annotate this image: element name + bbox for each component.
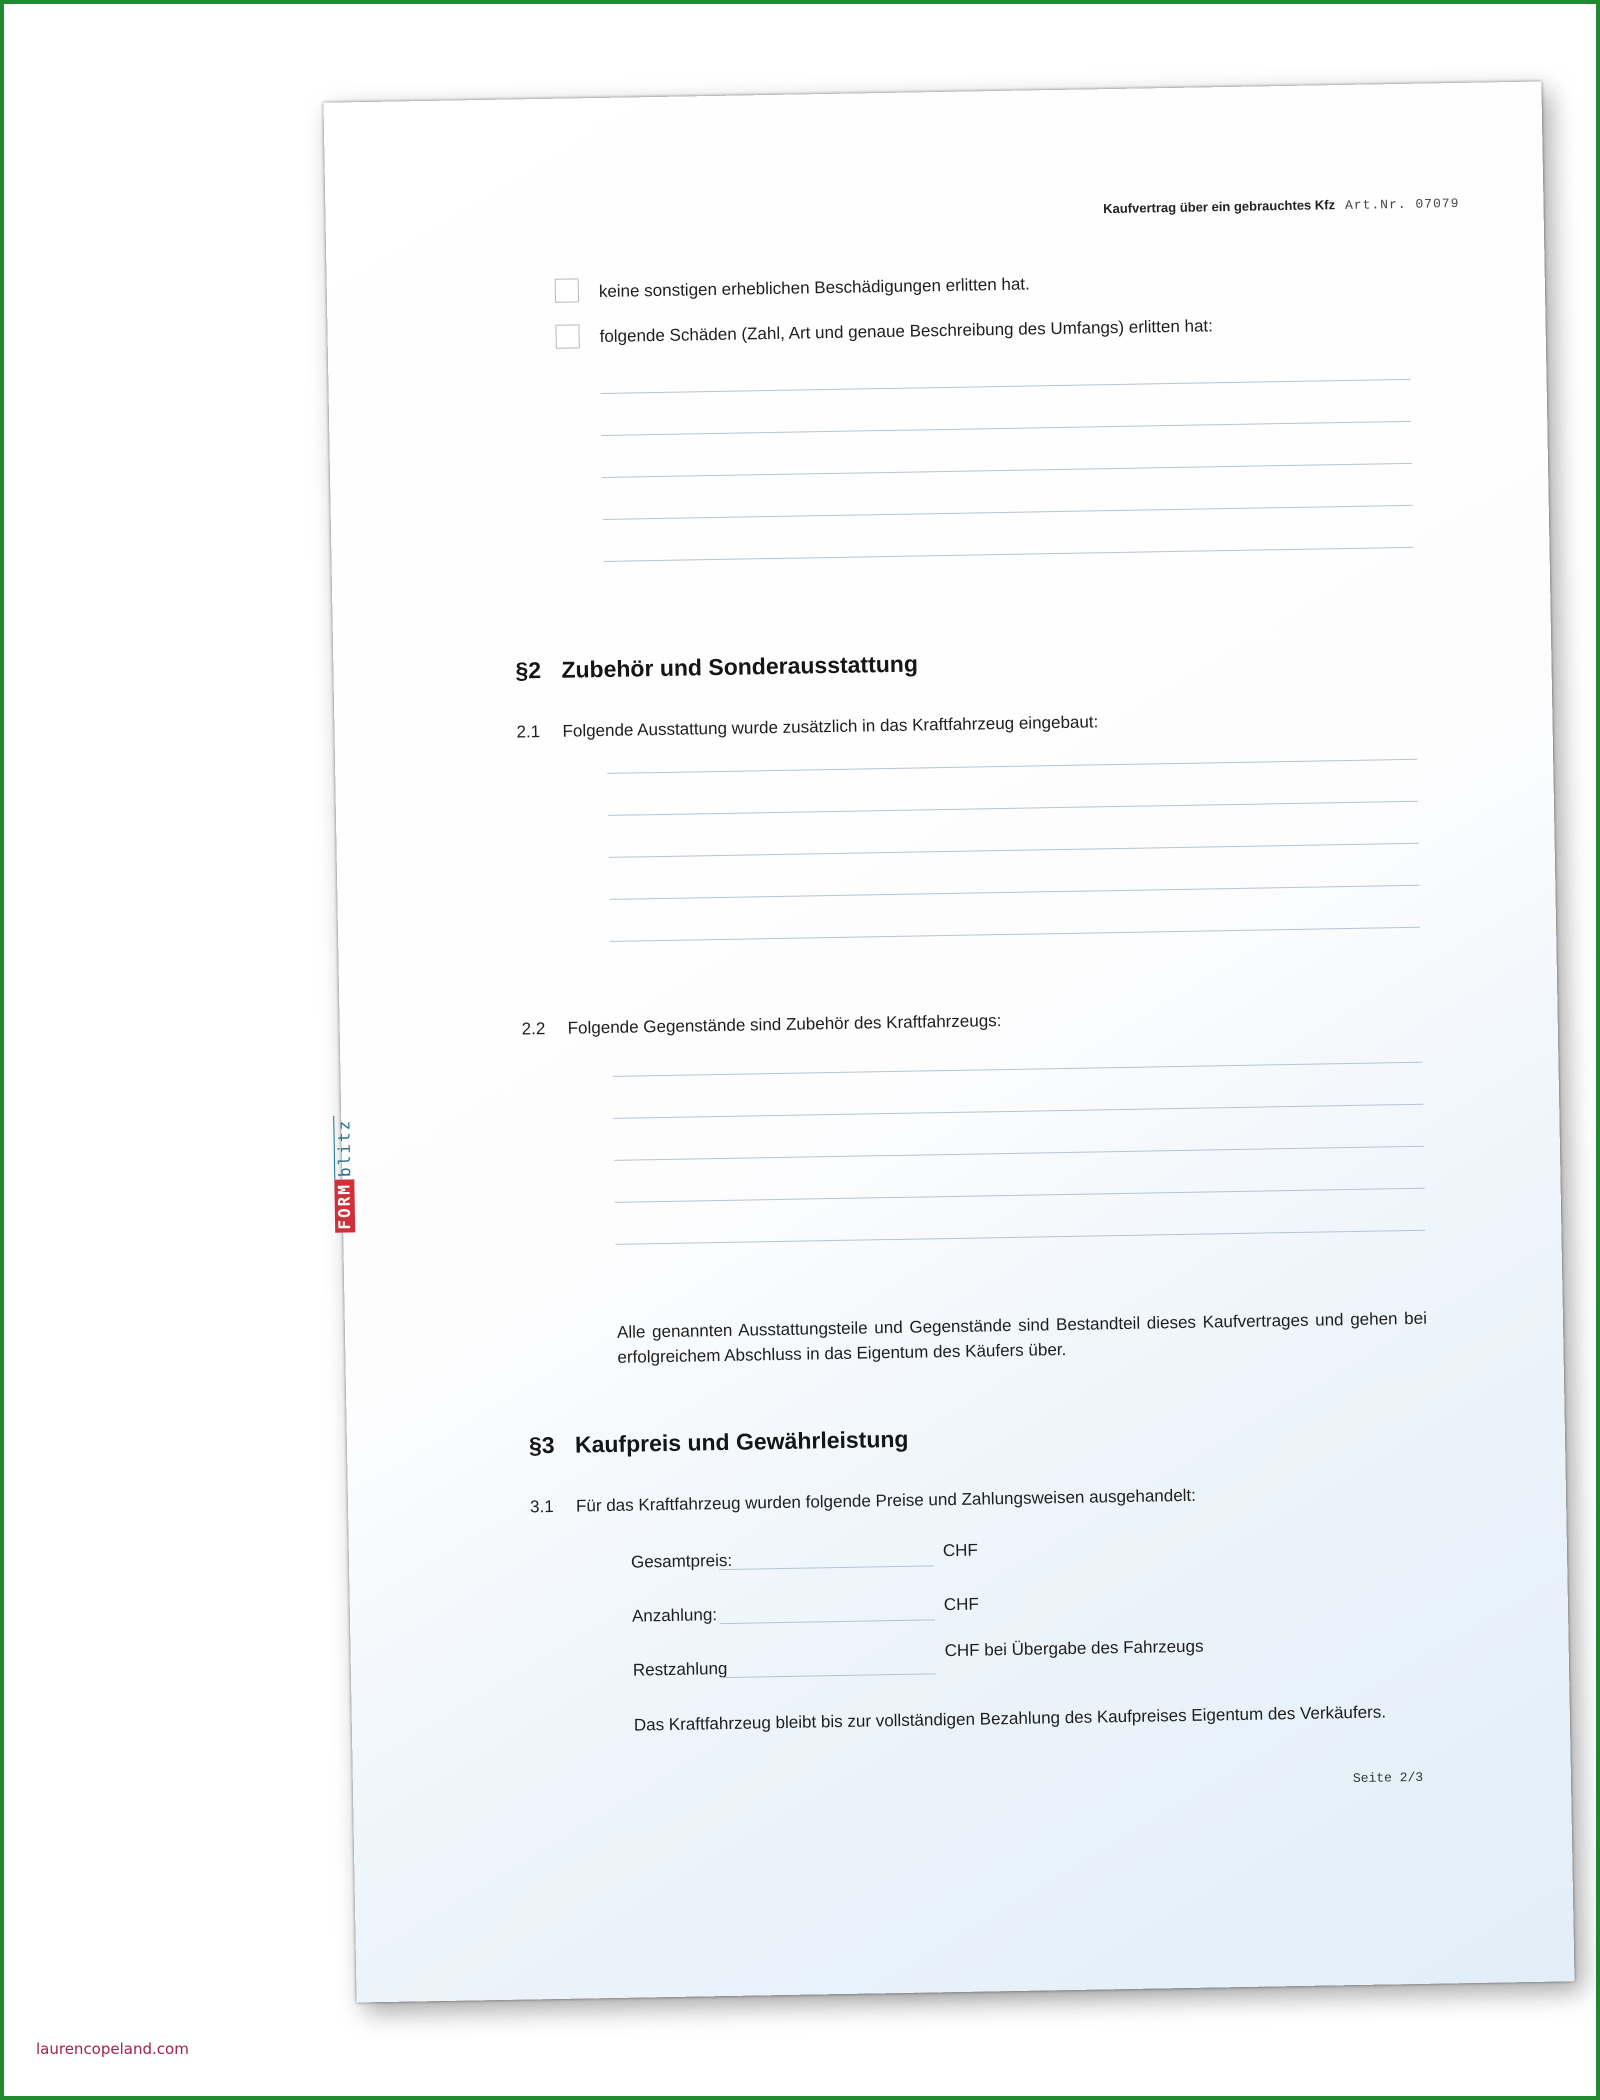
total-price-input[interactable] [719,1565,934,1570]
section-3-title: Kaufpreis und Gewährleistung [574,1425,909,1458]
accessory-line[interactable] [615,1188,1425,1203]
section-2-number: §2 [515,657,542,684]
remaining-payment-input[interactable] [721,1673,936,1678]
page-number: Seite 2/3 [1352,1769,1424,1787]
document-page [324,82,1575,2003]
section-2-heading [515,650,918,684]
logo-form-part: FORM [334,1180,355,1233]
damage-line[interactable] [604,547,1414,562]
damage-line[interactable] [602,463,1412,478]
section-2-title: Zubehör und Sonderausstattung [561,650,919,683]
remaining-payment-label: Restzahlung [632,1658,728,1680]
equipment-line[interactable] [609,885,1419,900]
accessory-line[interactable] [613,1104,1423,1119]
damage-line[interactable] [603,505,1413,520]
section-3-note: Das Kraftfahrzeug bleibt bis zur vollständigen Bezahlung des Kaufpreises Eigentum des Verkäufers. [633,1702,1387,1735]
checkbox-damage-label: folgende Schäden (Zahl, Art und genaue Beschreibung des Umfangs) erlitten hat: [599,316,1214,346]
down-payment-input[interactable] [720,1619,935,1624]
article-number: Art.Nr. 07079 [1344,195,1460,213]
checkbox-no-damage-label: keine sonstigen erheblichen Beschädigungen erlitten hat. [598,274,1030,301]
remaining-payment-unit: CHF bei Übergabe des Fahrzeugs [944,1636,1204,1661]
logo-blitz-part: blitz [333,1116,354,1181]
equipment-line[interactable] [610,927,1420,942]
accessory-line[interactable] [614,1146,1424,1161]
page-header [1103,195,1460,217]
equipment-line[interactable] [609,843,1419,858]
total-price-unit: CHF [942,1540,978,1561]
item-2-1-text: Folgende Ausstattung wurde zusätzlich in das Kraftfahrzeug eingebaut: [562,712,1099,741]
item-2-2-text: Folgende Gegenstände sind Zubehör des Kraftfahrzeugs: [567,1011,1002,1038]
section-3-heading [529,1426,909,1460]
checkbox-damage[interactable] [555,324,579,348]
equipment-line[interactable] [608,801,1418,816]
total-price-label: Gesamtpreis: [630,1550,733,1572]
watermark-text: laurencopeland.com [36,2040,189,2058]
accessory-line[interactable] [615,1230,1425,1245]
item-2-1-number: 2.1 [516,722,541,742]
item-3-1-number: 3.1 [529,1496,554,1517]
down-payment-label: Anzahlung: [631,1605,718,1626]
item-3-1-text: Für das Kraftfahrzeug wurden folgende Preise und Zahlungsweisen ausgehandelt: [575,1485,1197,1516]
checkbox-no-damage[interactable] [555,278,579,302]
damage-line[interactable] [601,379,1411,394]
item-2-2-number: 2.2 [521,1019,546,1039]
header-title: Kaufvertrag über ein gebrauchtes Kfz [1103,197,1336,217]
down-payment-unit: CHF [943,1594,979,1615]
damage-line[interactable] [601,421,1411,436]
section-3-number: §3 [528,1431,555,1459]
accessory-line[interactable] [613,1062,1423,1077]
equipment-line[interactable] [607,759,1417,774]
section-2-note: Alle genannten Ausstattungsteile und Gegenstände sind Bestandteil dieses Kaufvertrages und gehen bei erfolgreichem Abschluss in das Eigentum des Käufers über. [616,1308,1428,1367]
formblitz-logo [333,1116,355,1233]
